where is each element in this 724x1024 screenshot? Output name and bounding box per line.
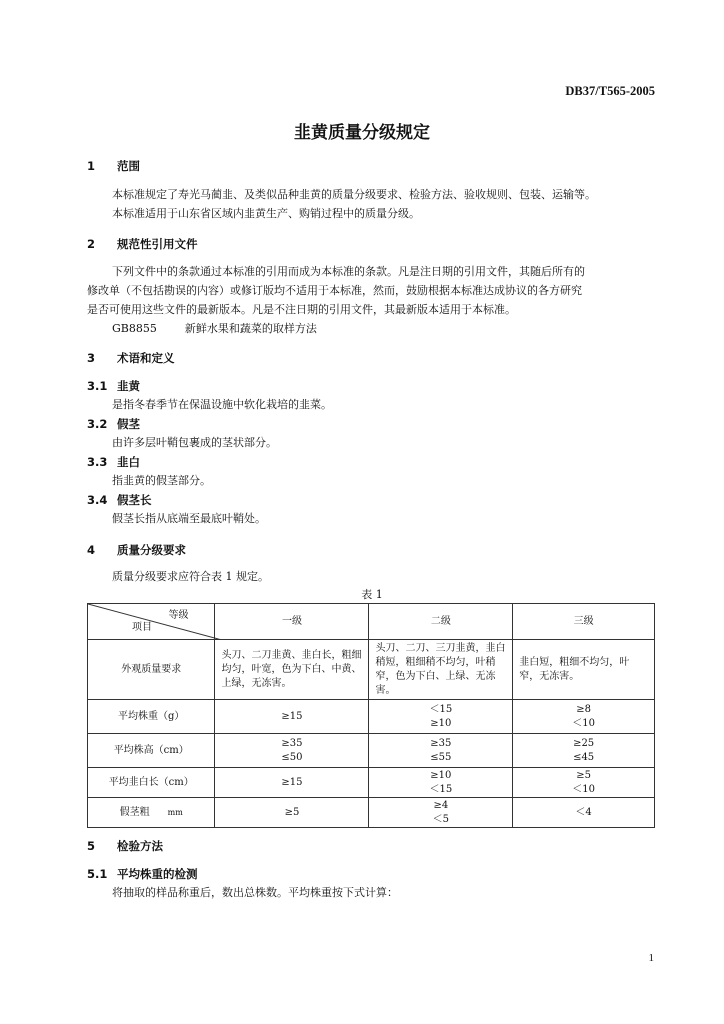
subsection-5-1-heading (87, 866, 198, 882)
grade-2-value (369, 768, 513, 798)
value-line: ＜4 (575, 806, 592, 818)
term-3-2-definition: 由许多层叶鞘包裹成的茎状部分。 (112, 436, 277, 449)
section-title: 规范性引用文件 (117, 237, 198, 251)
value-line: ≥25 (573, 737, 595, 749)
grade-3-value: 韭白短，粗细不均匀，叶窄，无冻害。 (513, 640, 655, 700)
term-number: 3.2 (87, 417, 108, 431)
row-item (88, 798, 215, 828)
term-number: 3.3 (87, 455, 108, 469)
row-item: 平均韭白长（cm） (88, 768, 215, 798)
section-title: 质量分级要求 (117, 543, 186, 557)
table-row (88, 768, 655, 798)
grade-3-value (513, 798, 655, 828)
term-3-1 (87, 378, 140, 394)
term-3-4 (87, 492, 152, 508)
value-line: ≥8 (576, 703, 591, 715)
term-3-3-definition: 指韭黄的假茎部分。 (112, 474, 211, 487)
value-line: ＜15 (429, 703, 453, 715)
reference-title: 新鲜水果和蔬菜的取样方法 (184, 322, 317, 335)
subsection-title: 平均株重的检测 (117, 867, 198, 881)
value-line: ＜10 (572, 717, 595, 729)
value-line: ≥4 (433, 799, 449, 811)
section-4-heading (87, 542, 186, 558)
normative-reference (112, 320, 317, 337)
grade-2-value: 头刀、二刀、三刀韭黄，韭白稍短，粗细稍不均匀，叶稍窄，色为下白、上绿、无冻害。 (369, 640, 513, 700)
value-line: ≥35 (281, 737, 303, 749)
grade-2-value (369, 734, 513, 768)
header-diagonal-cell (88, 604, 215, 640)
table-row (88, 734, 655, 768)
section-number: 4 (87, 543, 96, 557)
section-2-line-2: 修改单（不包括勘误的内容）或修订版均不适用于本标准，然而，鼓励根据本标准达成协议的各方研究 (87, 284, 582, 297)
grade-1-header: 一级 (215, 604, 369, 640)
section-1-heading (87, 158, 140, 174)
grade-2-header: 二级 (369, 604, 513, 640)
quality-grade-table (87, 603, 655, 828)
term-name: 韭黄 (117, 379, 140, 393)
section-2-line-3: 是否可使用这些文件的最新版本。凡是不注日期的引用文件，其最新版本适用于本标准。 (87, 303, 516, 316)
section-3-heading (87, 350, 175, 366)
value-line: ≤55 (430, 751, 452, 763)
section-number: 1 (87, 159, 96, 173)
grade-3-header: 三级 (513, 604, 655, 640)
value-line: ≥5 (284, 806, 300, 818)
grade-2-value (369, 798, 513, 828)
grade-1-value (215, 768, 369, 798)
row-item: 平均株高（cm） (88, 734, 215, 768)
term-3-4-definition: 假茎长指从底端至最底叶鞘处。 (112, 512, 266, 525)
term-name: 假茎长 (117, 493, 152, 507)
subsection-number: 5.1 (87, 867, 108, 881)
section-1-paragraph-2: 本标准适用于山东省区域内韭黄生产、购销过程中的质量分级。 (112, 207, 420, 220)
grade-3-value (513, 768, 655, 798)
table-row (88, 700, 655, 734)
row-item: 平均株重（g） (88, 700, 215, 734)
section-number: 5 (87, 839, 96, 853)
value-line: ≤45 (573, 751, 595, 763)
value-line: ≥10 (430, 769, 452, 781)
value-line: ＜15 (429, 783, 453, 795)
section-number: 2 (87, 237, 96, 251)
diagonal-line (88, 604, 222, 640)
page-number: 1 (648, 952, 654, 964)
table-caption: 表 1 (361, 588, 383, 601)
value-line: ≥15 (281, 776, 303, 788)
term-3-2 (87, 416, 140, 432)
table-row (88, 640, 655, 700)
section-5-1-text: 将抽取的样品称重后，数出总株数。平均株重按下式计算： (112, 886, 398, 899)
section-1-paragraph-1: 本标准规定了寿光马蔺韭、及类似品种韭黄的质量分级要求、检验方法、验收规则、包装、运输等。 (112, 188, 596, 201)
grade-label: 等级 (168, 610, 189, 621)
grade-1-value (215, 700, 369, 734)
term-3-3 (87, 454, 140, 470)
section-4-text: 质量分级要求应符合表 1 规定。 (112, 570, 269, 583)
term-number: 3.1 (87, 379, 108, 393)
grade-1-value (215, 734, 369, 768)
table-row (88, 798, 655, 828)
page-title: 韭黄质量分级规定 (294, 123, 430, 143)
row-item-label: 假茎粗 (119, 806, 150, 818)
item-label: 项目 (132, 622, 152, 633)
section-title: 术语和定义 (117, 351, 175, 365)
term-3-1-definition: 是指冬春季节在保温设施中软化栽培的韭菜。 (112, 398, 332, 411)
value-line: ≥35 (430, 737, 452, 749)
section-number: 3 (87, 351, 96, 365)
value-line: ≤50 (281, 751, 303, 763)
document-number: DB37/T565-2005 (565, 84, 655, 98)
term-number: 3.4 (87, 493, 108, 507)
section-title: 检验方法 (117, 839, 163, 853)
section-5-heading (87, 838, 163, 854)
row-item: 外观质量要求 (88, 640, 215, 700)
grade-3-value (513, 700, 655, 734)
value-line: ≥5 (576, 769, 591, 781)
row-item-unit: mm (167, 807, 183, 817)
grade-1-value: 头刀、二刀韭黄、韭白长，粗细均匀，叶宽，色为下白、中黄、上绿，无冻害。 (215, 640, 369, 700)
section-title: 范围 (117, 159, 140, 173)
section-2-line-1: 下列文件中的条款通过本标准的引用而成为本标准的条款。凡是注日期的引用文件，其随后所有的 (112, 265, 585, 278)
value-line: ≥10 (430, 717, 452, 729)
grade-3-value (513, 734, 655, 768)
grade-1-value (215, 798, 369, 828)
grade-2-value (369, 700, 513, 734)
value-line: ＜10 (572, 783, 595, 795)
term-name: 假茎 (117, 417, 140, 431)
table-header-row (88, 604, 655, 640)
term-name: 韭白 (117, 455, 140, 469)
value-line: ≥15 (281, 710, 303, 722)
reference-code: GB8855 (112, 322, 157, 335)
section-2-heading (87, 236, 198, 252)
value-line: ＜5 (432, 813, 450, 825)
